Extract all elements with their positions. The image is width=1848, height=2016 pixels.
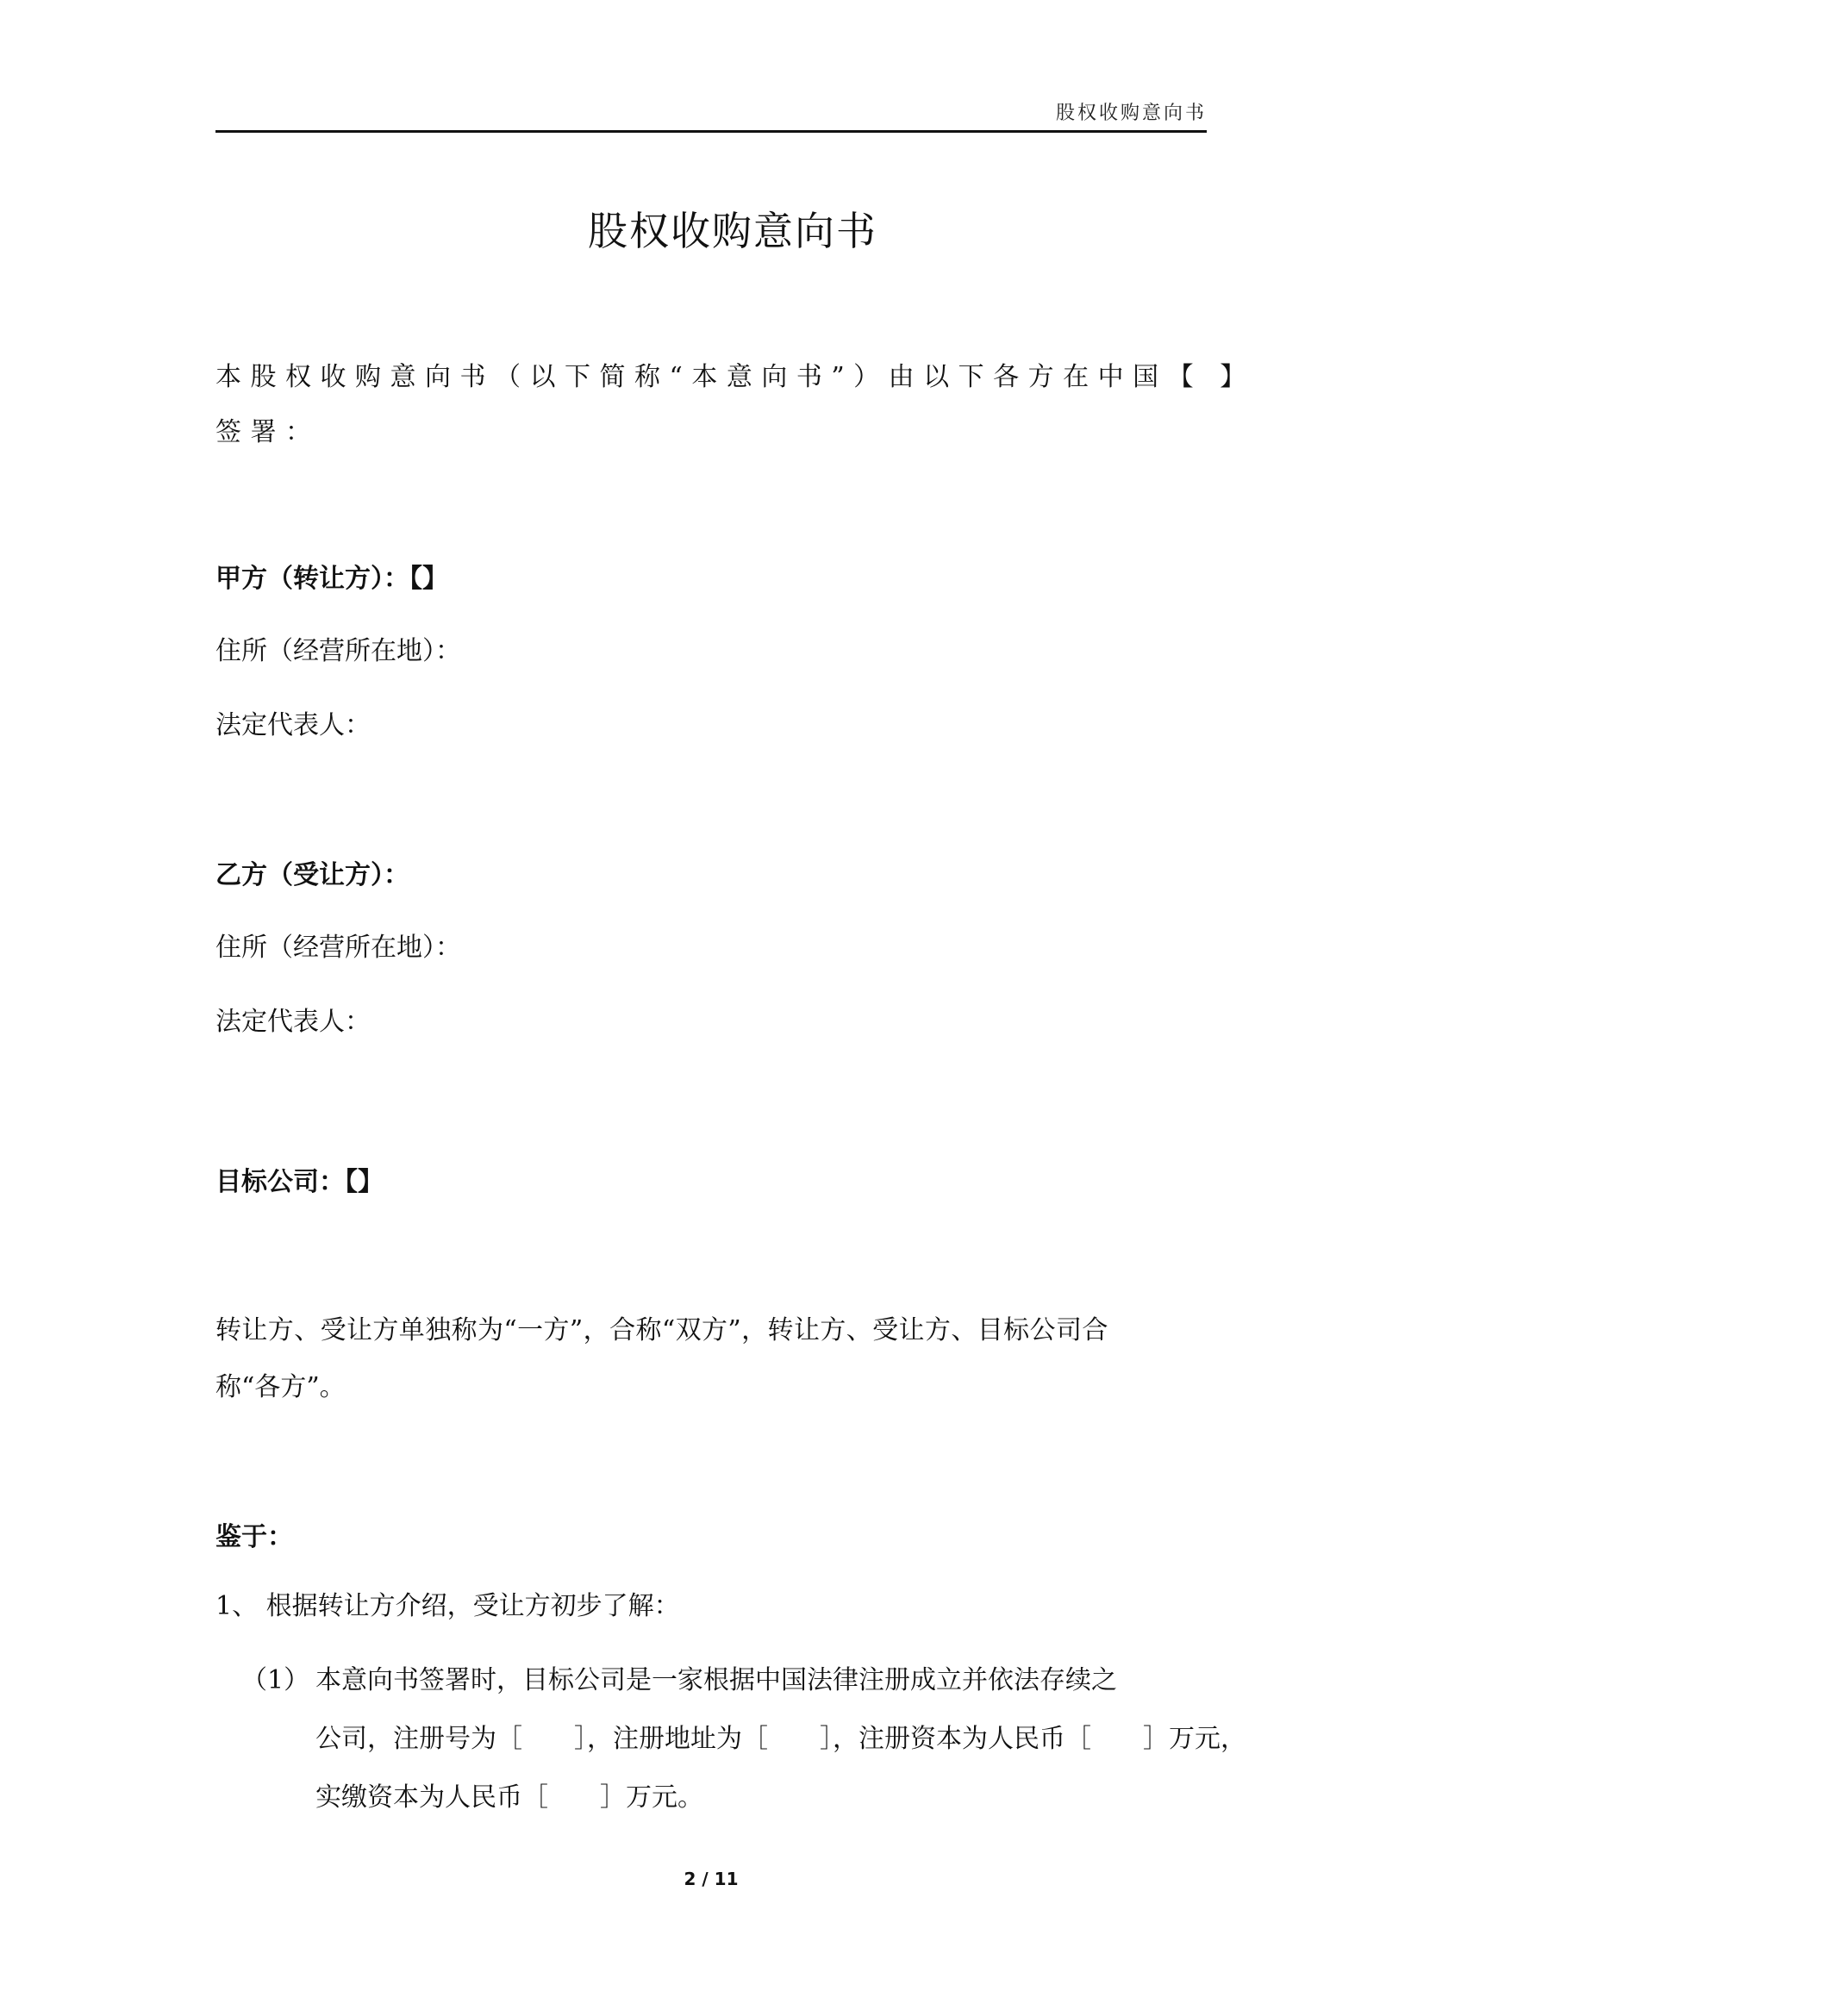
definitions-line-1: 转让方、受让方单独称为“一方”，合称“双方”，转让方、受让方、目标公司合 bbox=[215, 1315, 1108, 1345]
intro-line-2: 签署： bbox=[215, 417, 321, 447]
party-b-address-label: 住所（经营所在地）： bbox=[215, 933, 461, 963]
whereas-item-1: 1、 根据转让方介绍，受让方初步了解： bbox=[215, 1591, 680, 1621]
document-title: 股权收购意向书 bbox=[588, 208, 877, 254]
party-b-heading: 乙方（受让方）： bbox=[215, 860, 409, 890]
party-a-heading: 甲方（转让方）：【】 bbox=[215, 564, 448, 594]
whereas-sub-item-line-1: 本意向书签署时，目标公司是一家根据中国法律注册成立并依法存续之 bbox=[315, 1665, 1117, 1695]
party-a-address-label: 住所（经营所在地）： bbox=[215, 636, 461, 666]
running-header: 股权收购意向书 bbox=[1055, 103, 1207, 124]
definitions-line-2: 称“各方”。 bbox=[215, 1372, 346, 1402]
target-company-heading: 目标公司：【】 bbox=[215, 1167, 384, 1197]
party-b-representative-label: 法定代表人： bbox=[215, 1007, 371, 1037]
whereas-sub-item-line-3: 实缴资本为人民币［ ］万元。 bbox=[315, 1782, 703, 1813]
whereas-heading: 鉴于： bbox=[215, 1522, 293, 1552]
whereas-sub-item-line-2: 公司，注册号为［ ］，注册地址为［ ］，注册资本为人民币［ ］万元， bbox=[315, 1724, 1246, 1754]
page-number: 2 / 11 bbox=[684, 1869, 739, 1889]
whereas-sub-item-label: （1） bbox=[241, 1665, 310, 1695]
intro-line-1: 本股权收购意向书（以下简称“本意向书”）由以下各方在中国【 】 bbox=[215, 362, 1255, 392]
party-a-representative-label: 法定代表人： bbox=[215, 710, 371, 740]
header-divider bbox=[215, 130, 1207, 133]
